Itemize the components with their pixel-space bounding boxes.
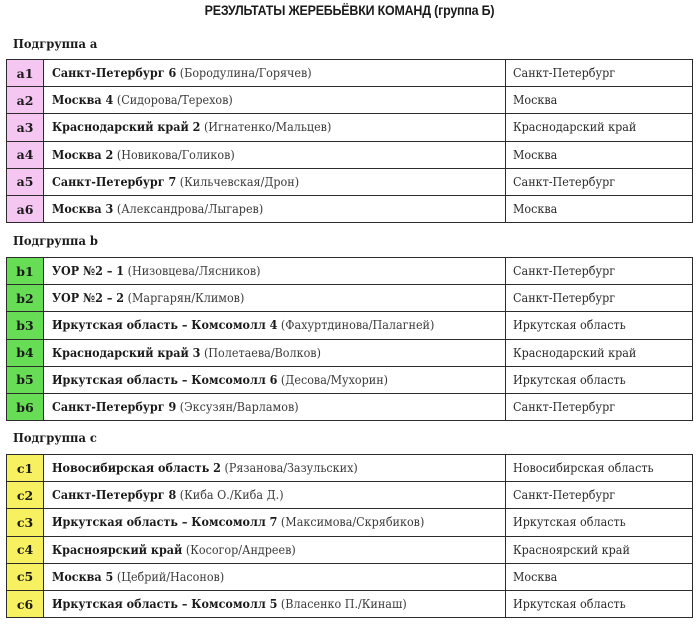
team-name: УОР №2 – 2 (52, 291, 125, 306)
region-cell (506, 509, 693, 536)
team-name: Иркутская область – Комсомолл 6 (52, 372, 278, 387)
table-row (7, 455, 693, 482)
seed-label-text: a2 (16, 92, 34, 108)
seed-label (7, 590, 44, 617)
subgroup-b-heading: Подгруппа b (13, 233, 98, 248)
table-row (7, 366, 693, 393)
table-row (7, 258, 693, 285)
team-cell (44, 366, 506, 393)
region-cell (506, 258, 693, 285)
team-players: (Косогор/Андреев) (185, 542, 296, 557)
team-players: (Фахуртдинова/Палагней) (280, 318, 435, 333)
team-name: УОР №2 – 1 (52, 264, 125, 279)
region-name: Иркутская область (513, 372, 626, 387)
seed-label (7, 482, 44, 509)
region-cell (506, 195, 693, 222)
team-name: Краснодарский край 2 (52, 120, 201, 135)
region-cell (506, 393, 693, 420)
team-cell (44, 509, 506, 536)
region-name: Москва (513, 569, 558, 584)
team-players: (Рязанова/Зазульских) (224, 461, 358, 476)
table-row (7, 339, 693, 366)
region-name: Красноярский край (513, 542, 630, 557)
table-row (7, 312, 693, 339)
seed-label (7, 509, 44, 536)
team-cell (44, 195, 506, 222)
region-cell (506, 87, 693, 114)
team-cell (44, 312, 506, 339)
region-cell (506, 339, 693, 366)
region-cell (506, 563, 693, 590)
region-cell (506, 168, 693, 195)
region-cell (506, 60, 693, 87)
team-name: Краснодарский край 3 (52, 345, 201, 360)
seed-label (7, 536, 44, 563)
region-name: Москва (513, 147, 558, 162)
subgroup-a-heading: Подгруппа a (13, 36, 98, 51)
region-cell (506, 536, 693, 563)
table-row (7, 168, 693, 195)
seed-label-text: c6 (16, 596, 34, 612)
team-cell (44, 114, 506, 141)
team-name: Иркутская область – Комсомолл 4 (52, 318, 278, 333)
team-cell (44, 339, 506, 366)
seed-label-text: c5 (16, 569, 34, 585)
seed-label-text: a1 (16, 65, 34, 81)
seed-label-text: c2 (16, 487, 34, 503)
team-players: (Кильчевская/Дрон) (179, 174, 300, 189)
seed-label-text: b4 (16, 345, 34, 361)
region-cell (506, 366, 693, 393)
team-name: Санкт-Петербург 6 (52, 66, 177, 81)
region-name: Санкт-Петербург (513, 66, 616, 81)
seed-label (7, 258, 44, 285)
team-cell (44, 285, 506, 312)
team-name: Иркутская область – Комсомолл 5 (52, 597, 278, 612)
region-name: Москва (513, 93, 558, 108)
table-row (7, 393, 693, 420)
table-row (7, 141, 693, 168)
seed-label-text: b2 (16, 290, 34, 306)
seed-label (7, 141, 44, 168)
region-name: Санкт-Петербург (513, 174, 616, 189)
team-players: (Цебрий/Насонов) (116, 569, 225, 584)
region-name: Санкт-Петербург (513, 264, 616, 279)
team-cell (44, 168, 506, 195)
table-row (7, 195, 693, 222)
table-row (7, 60, 693, 87)
team-cell (44, 536, 506, 563)
seed-label-text: a5 (16, 174, 34, 190)
region-cell (506, 285, 693, 312)
team-players: (Игнатенко/Мальцев) (203, 120, 332, 135)
region-cell (506, 482, 693, 509)
seed-label-text: b6 (16, 399, 34, 415)
team-name: Санкт-Петербург 8 (52, 488, 177, 503)
region-cell (506, 590, 693, 617)
seed-label (7, 312, 44, 339)
seed-label (7, 195, 44, 222)
region-name: Москва (513, 202, 558, 217)
table-row (7, 536, 693, 563)
seed-label (7, 563, 44, 590)
seed-label-text: c4 (16, 542, 34, 558)
seed-label-text: b1 (16, 263, 34, 279)
team-cell (44, 590, 506, 617)
region-cell (506, 114, 693, 141)
team-players: (Маргарян/Климов) (127, 291, 245, 306)
team-cell (44, 455, 506, 482)
region-name: Краснодарский край (513, 120, 637, 135)
team-name: Москва 5 (52, 569, 114, 584)
region-name: Иркутская область (513, 318, 626, 333)
team-name: Москва 4 (52, 93, 114, 108)
region-name: Краснодарский край (513, 345, 637, 360)
region-name: Санкт-Петербург (513, 488, 616, 503)
team-name: Санкт-Петербург 9 (52, 400, 177, 415)
region-cell (506, 312, 693, 339)
subgroup-a-table (6, 59, 693, 223)
table-row (7, 509, 693, 536)
team-cell (44, 393, 506, 420)
table-row (7, 482, 693, 509)
seed-label (7, 60, 44, 87)
team-players: (Десова/Мухорин) (280, 372, 389, 387)
seed-label-text: b5 (16, 372, 34, 388)
seed-label (7, 114, 44, 141)
region-cell (506, 455, 693, 482)
table-row (7, 87, 693, 114)
seed-label-text: a3 (16, 119, 34, 135)
seed-label-text: a6 (16, 201, 34, 217)
subgroup-c-heading: Подгруппа c (13, 430, 97, 445)
region-cell (506, 141, 693, 168)
team-players: (Полетаева/Волков) (203, 345, 321, 360)
team-name: Иркутская область – Комсомолл 7 (52, 515, 278, 530)
team-cell (44, 258, 506, 285)
table-row (7, 563, 693, 590)
team-players: (Александрова/Лыгарев) (116, 202, 264, 217)
region-name: Санкт-Петербург (513, 400, 616, 415)
table-row (7, 285, 693, 312)
team-players: (Власенко П./Кинаш) (280, 597, 407, 612)
team-players: (Эксузян/Варламов) (179, 400, 299, 415)
team-name: Красноярский край (52, 542, 183, 557)
region-name: Новосибирская область (513, 461, 654, 476)
seed-label-text: c1 (16, 460, 34, 476)
seed-label (7, 339, 44, 366)
table-row (7, 114, 693, 141)
team-players: (Киба О./Киба Д.) (179, 488, 284, 503)
team-cell (44, 60, 506, 87)
team-cell (44, 563, 506, 590)
seed-label (7, 393, 44, 420)
team-cell (44, 141, 506, 168)
seed-label (7, 366, 44, 393)
team-players: (Бородулина/Горячев) (179, 66, 312, 81)
seed-label-text: c3 (16, 514, 34, 530)
subgroup-b-table (6, 257, 693, 421)
subgroup-c-table (6, 454, 693, 618)
region-name: Иркутская область (513, 515, 626, 530)
team-name: Санкт-Петербург 7 (52, 174, 177, 189)
seed-label-text: a4 (16, 147, 34, 163)
team-players: (Новикова/Голиков) (116, 147, 235, 162)
team-players: (Низовцева/Лясников) (127, 264, 261, 279)
team-name: Москва 3 (52, 202, 114, 217)
page-title: РЕЗУЛЬТАТЫ ЖЕРЕБЬЁВКИ КОМАНД (группа Б) (204, 3, 495, 18)
seed-label (7, 455, 44, 482)
table-row (7, 590, 693, 617)
region-name: Иркутская область (513, 597, 626, 612)
team-players: (Сидорова/Терехов) (116, 93, 233, 108)
seed-label (7, 168, 44, 195)
seed-label (7, 285, 44, 312)
seed-label-text: b3 (16, 317, 34, 333)
region-name: Санкт-Петербург (513, 291, 616, 306)
team-cell (44, 87, 506, 114)
team-players: (Максимова/Скрябиков) (280, 515, 425, 530)
team-name: Новосибирская область 2 (52, 461, 221, 476)
team-name: Москва 2 (52, 147, 114, 162)
team-cell (44, 482, 506, 509)
seed-label (7, 87, 44, 114)
